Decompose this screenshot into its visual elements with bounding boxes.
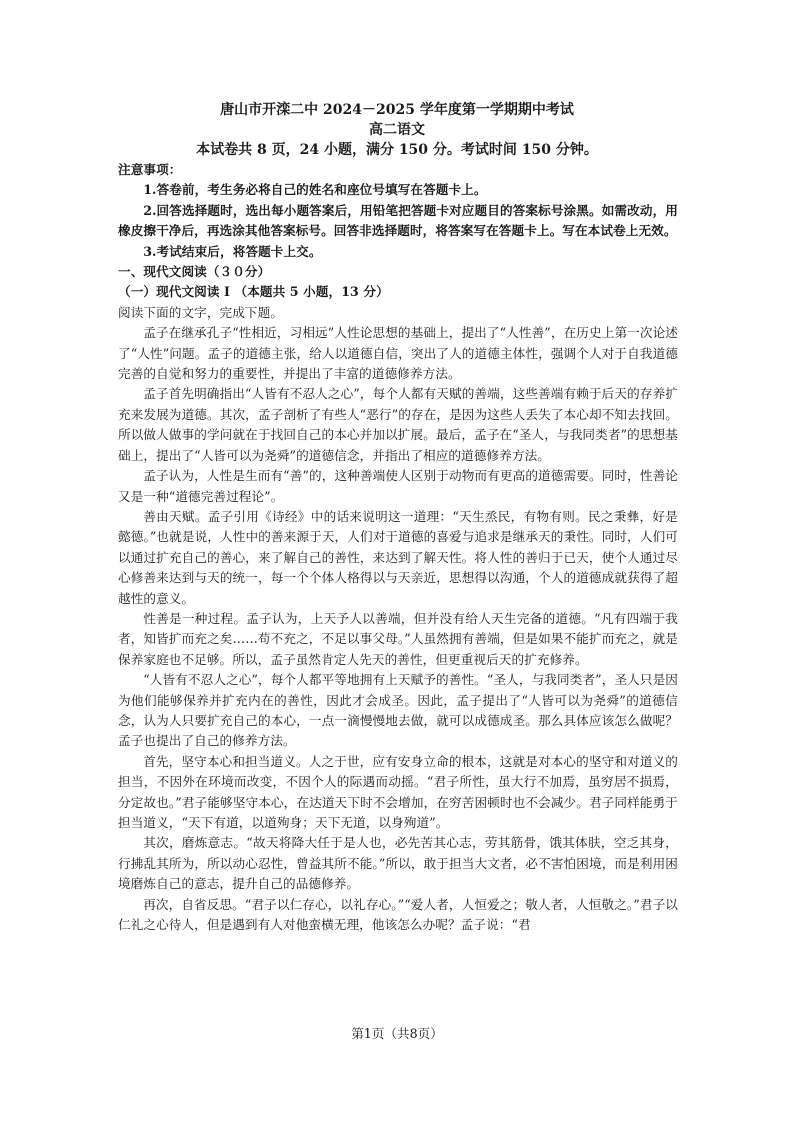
paragraph: 再次，自省反思。“君子以仁存心，以礼存心。”“爱人者，人恒爱之；敬人者，人恒敬之。”君子以仁礼之心待人，但是遇到有人对他蛮横无理，他该怎么办呢？孟子说：“君 xyxy=(118,896,678,933)
section-heading: 一、现代文阅读（３０分） xyxy=(118,264,271,280)
paragraph: 善由天赋。孟子引用《诗经》中的话来说明这一道理：“天生烝民，有物有则。民之秉彝，好是懿德。”也就是说，人性中的善来源于天，人们对于道德的喜爱与追求是继承天的秉性。同时，人们可以通过扩充自己的善心，来了解自己的善性，来达到了解天性。将人性的善归于已天，使个人通过尽心修善来达到与天的统一，每一个个体人格得以与天亲近，思想得以沟通，个人的道德成就获得了超越性的意义。 xyxy=(118,508,678,606)
notice-item-1: 1.答卷前，考生务必将自己的姓名和座位号填写在答题卡上。 xyxy=(143,182,487,198)
document-body xyxy=(118,160,678,935)
exam-info: 本试卷共 8 页，24 小题，满分 150 分。考试时间 150 分钟。 xyxy=(196,142,598,158)
section-subheading: （一）现代文阅读 I （本题共 5 小题，13 分） xyxy=(118,284,389,300)
paragraph: 性善是一种过程。孟子认为，上天予人以善端，但并没有给人天生完备的道德。“凡有四端于我者，知皆扩而充之矣……苟不充之，不足以事父母。”人虽然拥有善端，但是如果不能扩而充之，就是保养家庭也不足够。所以，孟子虽然肯定人先天的善性，但更重视后天的扩充修养。 xyxy=(118,610,678,667)
section-instruction: 阅读下面的文字，完成下题。 xyxy=(118,304,284,320)
notice-item-2: 2.回答选择题时，选出每小题答案后，用铅笔把答题卡对应题目的答案标号涂黑。如需改动，用橡皮擦干净后，再选涂其他答案标号。回答非选择题时，将答案写在答题卡上。写在本试卷上无效。 xyxy=(118,202,678,239)
paragraph: 首先，坚守本心和担当道义。人之于世，应有安身立命的根本，这就是对本心的坚守和对道义的担当，不因外在环境而改变，不因个人的际遇而动摇。“君子所性，虽大行不加焉，虽穷居不损焉，分定故也。”君子能够坚守本心，在达道天下时不会增加，在穷苦困顿时也不会减少。君子同样能勇于担当道义，“天下有道，以道殉身；天下无道，以身殉道”。 xyxy=(118,753,678,830)
paragraph: 孟子首先明确指出“人皆有不忍人之心”，每个人都有天赋的善端，这些善端有赖于后天的存养扩充来发展为道德。其次，孟子剖析了有些人“恶行”的存在，是因为这些人丢失了本心却不知去找回。所以做人做事的学问就在于找回自己的本心并加以扩展。最后，孟子在“圣人，与我同类者”的思想基础上，提出了“人皆可以为尧舜”的道德信念，并指出了相应的道德修养方法。 xyxy=(118,386,678,463)
paragraph: 孟子认为，人性是生而有“善”的，这种善端使人区别于动物而有更高的道德需要。同时，性善论又是一种“道德完善过程论”。 xyxy=(118,468,678,504)
paragraph: “人皆有不忍人之心”，每个人都平等地拥有上天赋予的善性。“圣人，与我同类者”，圣人只是因为他们能够保养并扩充内在的善性，因此才会成圣。因此，孟子提出了“人皆可以为尧舜”的道德信念，认为人只要扩充自己的本心，一点一滴慢慢地去做，就可以成德成圣。那么具体应该怎么做呢？孟子也提出了自己的修养方法。 xyxy=(118,672,678,749)
title-block xyxy=(0,100,794,160)
paragraph: 其次，磨炼意志。“故天将降大任于是人也，必先苦其心志，劳其筋骨，饿其体肤，空乏其身，行拂乱其所为，所以动心忍性，曾益其所不能。”所以，敢于担当大文者，必不害怕困境，而是利用困境磨炼自己的意志，提升自己的品德修养。 xyxy=(118,835,678,892)
paragraph: 孟子在继承孔子“性相近，习相远”人性论思想的基础上，提出了“人性善”，在历史上第一次论述了“人性”问题。孟子的道德主张，给人以道德自信，突出了人的道德主体性，强调个人对于自我道德完善的自觉和努力的重要性，并提出了丰富的道德修养方法。 xyxy=(118,325,678,382)
exam-subject: 高二语文 xyxy=(369,122,425,138)
notice-heading: 注意事项： xyxy=(118,162,182,177)
page-footer: 第1页（共8页） xyxy=(351,1026,443,1041)
notice-item-3: 3.考试结束后，将答题卡上交。 xyxy=(143,243,322,259)
exam-title: 唐山市开滦二中 2024－2025 学年度第一学期期中考试 xyxy=(220,102,574,118)
